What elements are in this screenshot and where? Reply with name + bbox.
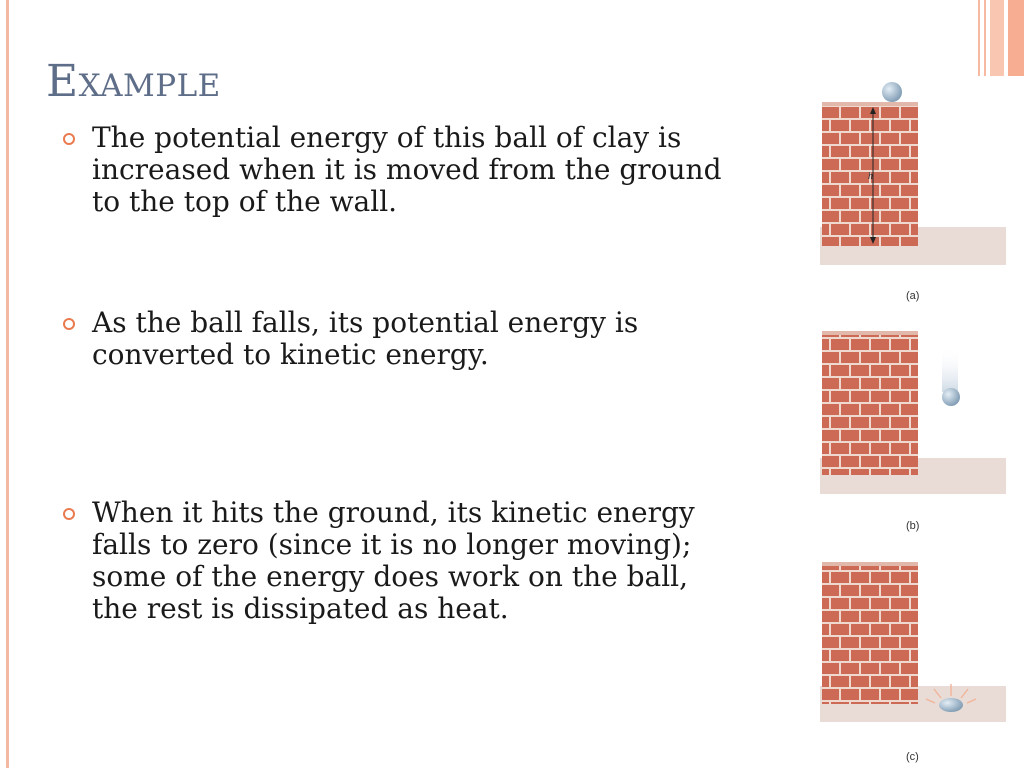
bullet-item	[60, 497, 740, 625]
bullet-marker-icon	[63, 133, 75, 145]
left-accent-rule	[6, 0, 9, 768]
brick-wall	[822, 566, 918, 704]
caption-a: (a)	[906, 290, 920, 302]
panel-c-illustration	[820, 558, 1010, 768]
bullet-item	[60, 307, 740, 371]
ball	[882, 82, 902, 102]
brick-wall	[822, 335, 918, 475]
caption-b: (b)	[906, 520, 920, 532]
height-label: h	[868, 171, 873, 182]
falling-ball-figure	[820, 80, 1010, 768]
bullet-marker-icon	[63, 318, 75, 330]
corner-accent-bars	[978, 0, 1024, 76]
caption-c: (c)	[906, 751, 919, 763]
panel-b-illustration	[820, 325, 1010, 535]
bullet-marker-icon	[63, 508, 75, 520]
bullet-text: The potential energy of this ball of clay is increased when it is moved from the ground to the top of the wall.	[92, 121, 722, 218]
ball	[942, 388, 960, 406]
bullet-item	[60, 122, 740, 218]
slide-title: Example	[46, 56, 221, 107]
bullet-text: As the ball falls, its potential energy is converted to kinetic energy.	[92, 306, 639, 371]
panel-a-illustration	[820, 80, 1010, 310]
ball	[939, 698, 963, 712]
motion-trail	[942, 347, 958, 392]
bullet-text: When it hits the ground, its kinetic energy falls to zero (since it is no longer moving); some of the energy does work on the ball, the rest is dissipated as heat.	[92, 496, 695, 625]
